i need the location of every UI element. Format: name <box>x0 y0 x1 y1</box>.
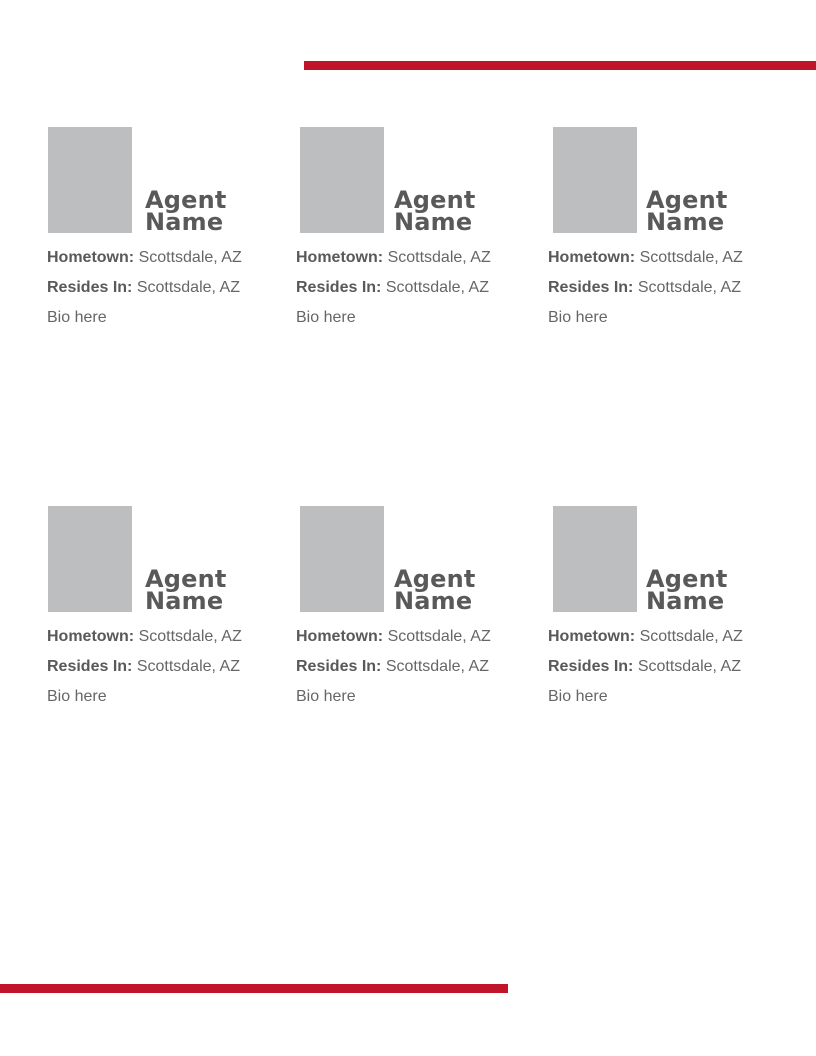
resides-value: Scottsdale, AZ <box>385 658 489 675</box>
agent-name-last: Name <box>145 587 224 615</box>
agent-card-header <box>552 506 792 615</box>
agent-card <box>548 127 792 333</box>
agent-card-header <box>552 127 792 236</box>
resides-line <box>296 652 539 682</box>
hometown-line <box>296 622 539 652</box>
top-accent-bar <box>304 61 816 70</box>
agent-details <box>47 622 287 712</box>
agent-name-last: Name <box>646 208 725 236</box>
agent-details <box>548 243 792 333</box>
hometown-label: Hometown: <box>548 628 636 645</box>
agent-card-header <box>47 127 287 236</box>
hometown-line <box>296 243 539 273</box>
resides-value: Scottsdale, AZ <box>136 279 240 296</box>
agent-name-last: Name <box>394 208 473 236</box>
hometown-line <box>47 622 287 652</box>
hometown-label: Hometown: <box>47 628 135 645</box>
hometown-value: Scottsdale, AZ <box>138 628 242 645</box>
resides-value: Scottsdale, AZ <box>637 279 741 296</box>
resides-line <box>47 273 287 303</box>
agent-card-header <box>47 506 287 615</box>
hometown-value: Scottsdale, AZ <box>387 249 491 266</box>
hometown-line <box>47 243 287 273</box>
agent-card <box>296 127 539 333</box>
agent-bio: Bio here <box>296 309 356 326</box>
agent-name <box>646 565 728 615</box>
agent-name-first: Agent <box>145 186 227 214</box>
agent-name <box>646 186 728 236</box>
resides-line <box>47 652 287 682</box>
agent-card-header <box>299 506 539 615</box>
resides-line <box>548 652 792 682</box>
agent-photo-placeholder <box>300 127 384 233</box>
resides-label: Resides In: <box>548 279 634 296</box>
agent-photo-placeholder <box>553 506 637 612</box>
agent-details <box>47 243 287 333</box>
hometown-value: Scottsdale, AZ <box>639 249 743 266</box>
agent-name-first: Agent <box>646 565 728 593</box>
agent-card <box>47 506 287 712</box>
agent-name-last: Name <box>646 587 725 615</box>
agent-photo-placeholder <box>553 127 637 233</box>
resides-value: Scottsdale, AZ <box>136 658 240 675</box>
agent-bio: Bio here <box>47 309 107 326</box>
resides-label: Resides In: <box>47 658 133 675</box>
agent-card <box>296 506 539 712</box>
agent-name-first: Agent <box>145 565 227 593</box>
agent-details <box>296 243 539 333</box>
agent-name-first: Agent <box>394 186 476 214</box>
bottom-accent-bar <box>0 984 508 993</box>
agent-name <box>145 186 227 236</box>
hometown-label: Hometown: <box>47 249 135 266</box>
hometown-value: Scottsdale, AZ <box>639 628 743 645</box>
agent-bio: Bio here <box>47 688 107 705</box>
resides-line <box>548 273 792 303</box>
agent-photo-placeholder <box>48 127 132 233</box>
agent-name-first: Agent <box>394 565 476 593</box>
agent-bio: Bio here <box>296 688 356 705</box>
agent-name-last: Name <box>394 587 473 615</box>
agent-card <box>548 506 792 712</box>
hometown-label: Hometown: <box>548 249 636 266</box>
agent-name <box>145 565 227 615</box>
hometown-label: Hometown: <box>296 249 384 266</box>
hometown-line <box>548 243 792 273</box>
agent-name-last: Name <box>145 208 224 236</box>
hometown-value: Scottsdale, AZ <box>387 628 491 645</box>
hometown-value: Scottsdale, AZ <box>138 249 242 266</box>
resides-label: Resides In: <box>296 279 382 296</box>
hometown-line <box>548 622 792 652</box>
resides-value: Scottsdale, AZ <box>385 279 489 296</box>
hometown-label: Hometown: <box>296 628 384 645</box>
agent-photo-placeholder <box>300 506 384 612</box>
agent-name <box>394 565 476 615</box>
agent-card-header <box>299 127 539 236</box>
resides-line <box>296 273 539 303</box>
agent-bio: Bio here <box>548 309 608 326</box>
agent-card <box>47 127 287 333</box>
resides-label: Resides In: <box>296 658 382 675</box>
agent-bio: Bio here <box>548 688 608 705</box>
agent-photo-placeholder <box>48 506 132 612</box>
resides-value: Scottsdale, AZ <box>637 658 741 675</box>
resides-label: Resides In: <box>47 279 133 296</box>
agent-name-first: Agent <box>646 186 728 214</box>
agent-name <box>394 186 476 236</box>
agent-details <box>548 622 792 712</box>
agent-details <box>296 622 539 712</box>
resides-label: Resides In: <box>548 658 634 675</box>
